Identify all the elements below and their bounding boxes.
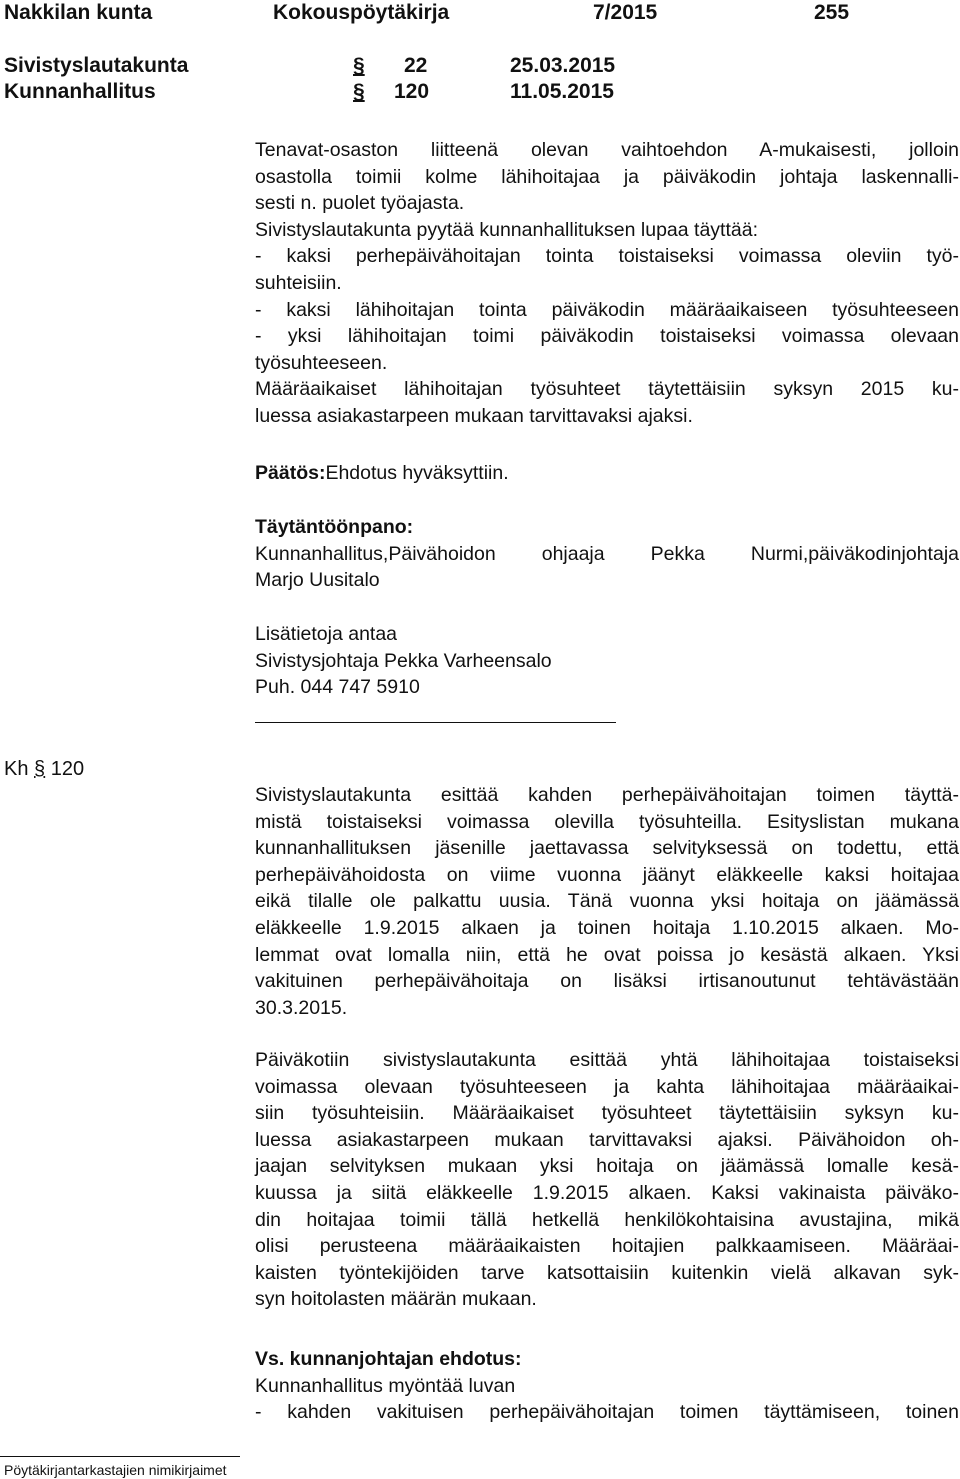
text-line: jaajan selvityksen mukaan yksi hoitaja on jäämässä lomalle kesä- <box>255 1155 959 1178</box>
document-type: Kokouspöytäkirja <box>273 1 450 24</box>
text-line: työsuhteeseen. <box>255 351 388 374</box>
text-line: 30.3.2015. <box>255 996 348 1019</box>
text-line: Kunnanhallitus myöntää luvan <box>255 1374 516 1397</box>
text-line: - kaksi lähihoitajan tointa päiväkodin määräaikaiseen työsuhteeseen <box>255 298 959 321</box>
kh-paragraph-2 <box>255 1047 959 1313</box>
meeting-date-1: 25.03.2015 <box>510 54 616 77</box>
decision-label: Päätös: <box>255 462 326 484</box>
text-line: kuussa ja siitä eläkkeelle 1.9.2015 alkaen. Kaksi vakinaista päiväko- <box>255 1181 959 1204</box>
text-line: eikä tilalle ole palkattu uusia. Tänä vuonna yksi hoitaja on jäämässä <box>255 890 959 913</box>
text-line: olisi perusteena määräaikaisten hoitajien palkkaamiseen. Määräai- <box>255 1235 959 1258</box>
text-line: Tenavat-osaston liitteenä olevan vaihtoehdon A-mukaisesti, jolloin <box>255 139 959 161</box>
contact-line: Sivistysjohtaja Pekka Varheensalo <box>255 649 552 672</box>
kh-section-sign: § <box>34 758 46 780</box>
text-line: eläkkeelle 1.9.2015 alkaen ja toinen hoitaja 1.10.2015 alkaen. Mo- <box>255 916 959 939</box>
text-line: kaisten työntekijöiden tarve katsottaisiin kuitenkin vielä alkavan syk- <box>255 1261 959 1284</box>
text-line: Sivistyslautakunta esittää kahden perhepäivähoitajan toimen täyttä- <box>255 784 959 806</box>
text-line: siin työsuhteisiin. Määräaikaiset työsuhteet täytettäisiin syksyn ku- <box>255 1102 959 1125</box>
body-name-2: Kunnanhallitus <box>4 80 156 103</box>
footer-divider <box>0 1456 240 1457</box>
text-line: suhteisiin. <box>255 271 342 294</box>
kh-section-number: 120 <box>50 758 85 780</box>
proposal-label: Vs. kunnanjohtajan ehdotus: <box>255 1348 522 1370</box>
contact-info <box>255 621 959 701</box>
text-line: - kaksi perhepäivähoitajan tointa toistaiseksi voimassa oleviin työ- <box>255 245 959 268</box>
decision-text: Ehdotus hyväksyttiin. <box>325 462 509 484</box>
text-line: luessa asiakastarpeen mukaan tarvittavaksi ajaksi. <box>255 404 693 427</box>
text-line: perhepäivähoidosta on viime vuonna jäänyt eläkkeelle kaksi hoitajaa <box>255 863 959 886</box>
execution-label: Täytäntöönpano: <box>255 516 414 538</box>
text-line: Määräaikaiset lähihoitajan työsuhteet täytettäisiin syksyn 2015 ku- <box>255 378 959 401</box>
intro-text <box>255 137 959 430</box>
text-line: Sivistyslautakunta pyytää kunnanhallituksen lupaa täyttää: <box>255 218 758 241</box>
text-line: Kunnanhallitus,Päivähoidon ohjaaja Pekka Nurmi,päiväkodinjohtaja <box>255 542 959 565</box>
text-line: Päiväkotiin sivistyslautakunta esittää yhtä lähihoitajaa toistaiseksi <box>255 1049 959 1071</box>
decision <box>255 460 509 487</box>
text-line: lemmat ovat lomalla niin, että he ovat poissa jo kesästä alkaen. Yksi <box>255 943 959 966</box>
text-line: sesti n. puolet työajasta. <box>255 192 465 215</box>
section-divider <box>255 722 616 723</box>
kh-paragraph-1 <box>255 782 959 1021</box>
text-line: mistä toistaiseksi voimassa olevilla työsuhteilla. Esityslistan mukana <box>255 810 959 833</box>
text-line: - kahden vakituisen perhepäivähoitajan toimen täyttämiseen, toinen <box>255 1401 959 1424</box>
section-number-2: 120 <box>394 80 430 103</box>
text-line: din hoitajaa toimii tällä hetkellä henkilökohtaisina avustajina, mikä <box>255 1208 959 1231</box>
municipality-name: Nakkilan kunta <box>4 1 153 24</box>
body-name-1: Sivistyslautakunta <box>4 54 189 77</box>
text-line: osastolla toimii kolme lähihoitajaa ja päiväkodin johtaja laskennalli- <box>255 165 959 188</box>
section-number-1: 22 <box>404 54 428 77</box>
text-line: kunnanhallituksen jäsenille jaettavassa selvityksessä on todettu, että <box>255 837 959 860</box>
page-number: 255 <box>814 1 850 24</box>
text-line: Marjo Uusitalo <box>255 569 380 592</box>
footer-label: Pöytäkirjantarkastajien nimikirjaimet <box>4 1462 227 1478</box>
section-sign-2: § <box>353 80 365 103</box>
contact-line: Puh. 044 747 5910 <box>255 676 420 699</box>
section-sign-1: § <box>353 54 365 77</box>
contact-line: Lisätietoja antaa <box>255 623 398 645</box>
text-line: vakituinen perhepäivähoitaja on lisäksi irtisanoutunut tehtävästään <box>255 970 959 993</box>
kh-label: Kh <box>4 758 29 780</box>
text-line: syn hoitolasten määrän mukaan. <box>255 1288 537 1311</box>
execution-section <box>255 514 959 594</box>
text-line: voimassa olevaan työsuhteeseen ja kahta lähihoitajaa määräaikai- <box>255 1075 959 1098</box>
meeting-date-2: 11.05.2015 <box>510 80 614 103</box>
text-line: - yksi lähihoitajan toimi päiväkodin toistaiseksi voimassa olevaan <box>255 325 959 348</box>
kh-proposal <box>255 1346 959 1426</box>
kh-section-ref <box>4 756 84 783</box>
text-line: luessa asiakastarpeen mukaan tarvittavaksi ajaksi. Päivähoidon oh- <box>255 1128 959 1151</box>
issue-number: 7/2015 <box>593 1 658 24</box>
